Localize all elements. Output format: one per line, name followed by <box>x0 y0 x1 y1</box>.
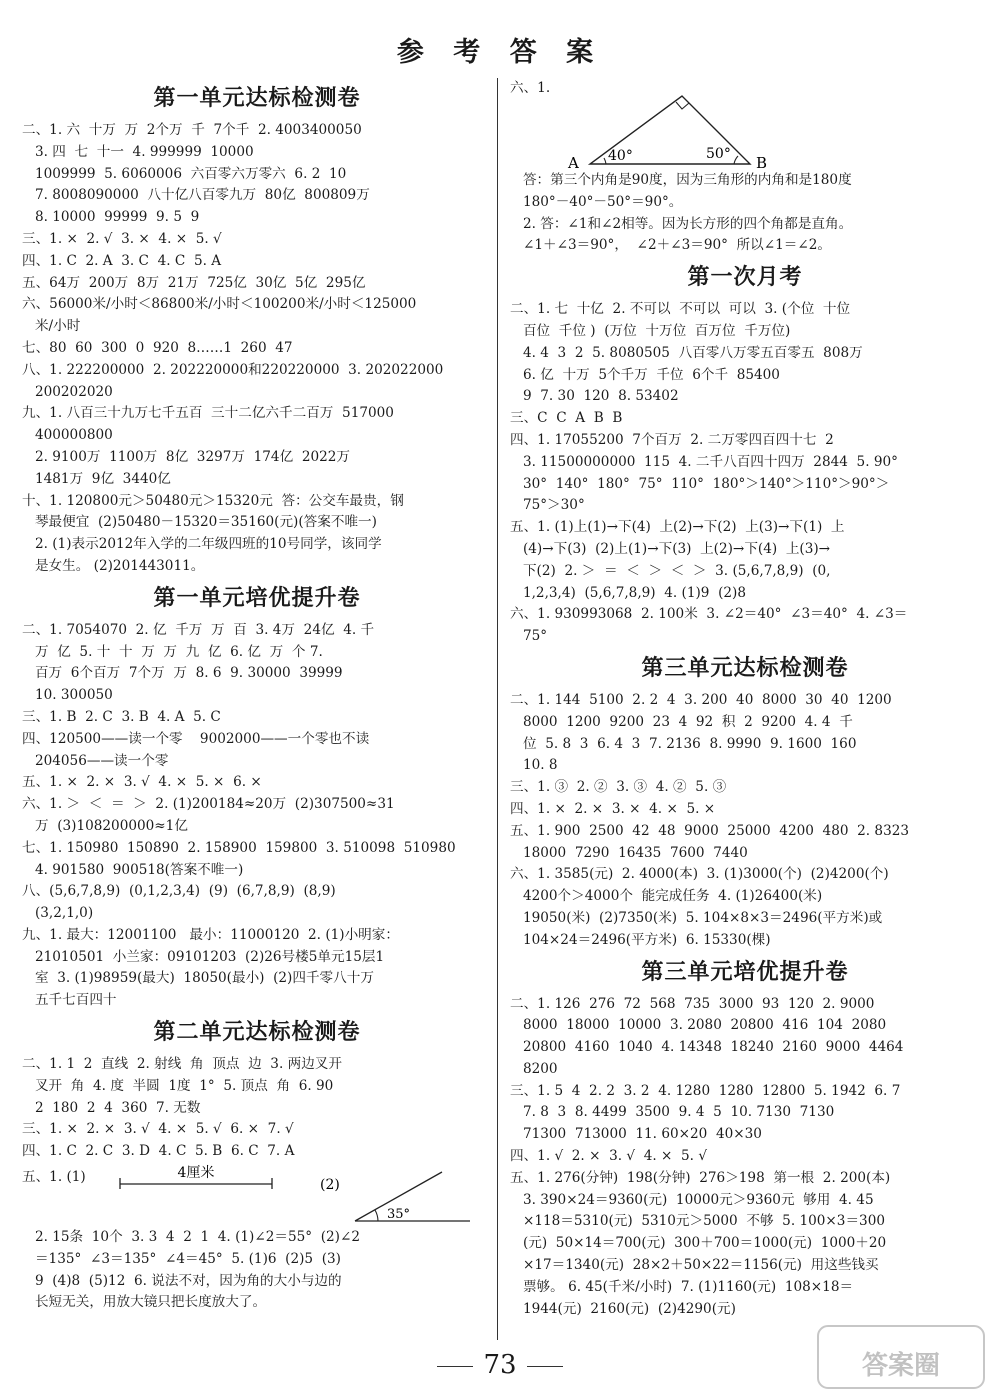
column-divider <box>497 78 498 1340</box>
answer-line: 万 (3)108200000≈1亿 <box>22 817 188 834</box>
section-title: 第一单元培优提升卷 <box>153 585 361 611</box>
answer-line: 八、(5,6,7,8,9) (0,1,2,3,4) (9) (6,7,8,9) (8,9) <box>22 883 336 900</box>
answer-line: 三、1. × 2. × 3. √ 4. × 5. √ 6. × 7. √ <box>22 1121 294 1138</box>
answer-line: 19050(米) (2)7350(米) 5. 104×8×3＝2496(平方米)或 <box>510 909 883 926</box>
answer-line: 六、1. 3585(元) 2. 4000(本) 3. (1)3000(个) (2)4200(个) <box>510 866 889 883</box>
answer-line: 七、1. 150980 150890 2. 158900 159800 3. 510098 510980 <box>22 839 456 856</box>
answer-line: 二、1. 1 2 直线 2. 射线 角 顶点 边 3. 两边叉开 <box>22 1056 342 1073</box>
footer-dash <box>527 1366 563 1367</box>
section-title: 第一次月考 <box>687 265 803 291</box>
answer-line: (3,2,1,0) <box>22 905 94 922</box>
angle-label: 35° <box>387 1207 411 1223</box>
answer-line: 六、1. ＞ ＜ ＝ ＞ 2. (1)200184≈20万 (2)307500≈31 <box>22 796 395 813</box>
figure-prefix: 六、1. <box>510 80 551 96</box>
answer-line: 二、1. 七 十亿 2. 不可以 不可以 可以 3. (个位 十位 <box>510 301 851 318</box>
answer-line: 三、1. × 2. √ 3. × 4. × 5. √ <box>22 230 222 247</box>
answer-line: 104×24＝2496(平方米) 6. 15330(棵) <box>510 931 771 948</box>
answer-line: 答：第三个内角是90度，因为三角形的内角和是180度 <box>510 172 852 188</box>
answer-line: 四、1. √ 2. × 3. √ 4. × 5. √ <box>510 1148 707 1165</box>
answer-line: 71300 713000 11. 60×20 40×30 <box>510 1126 762 1143</box>
answer-line: 75° <box>510 628 548 645</box>
answer-block <box>22 1227 492 1314</box>
footer-dash <box>437 1366 473 1367</box>
answer-line: 六、1. 930993068 2. 100米 3. ∠2＝40° ∠3＝40° 4. ∠3＝ <box>510 606 908 623</box>
triangle-figure <box>510 78 980 170</box>
line-segment-figure <box>22 1163 492 1227</box>
angle-arc <box>375 1210 378 1221</box>
answer-line: 五、64万 200万 8万 21万 725亿 30亿 5亿 295亿 <box>22 274 366 291</box>
answer-line: 米/小时 <box>22 318 81 335</box>
answer-block <box>22 120 492 578</box>
answer-line: 四、120500——读一个零 9002000——一个零也不读 <box>22 730 370 747</box>
segment-length-label: 4厘米 <box>177 1165 215 1182</box>
answer-line: 400000800 <box>22 427 113 444</box>
answer-line: 四、1. C 2. A 3. C 4. C 5. A <box>22 252 222 269</box>
section-title: 第三单元达标检测卷 <box>641 655 849 681</box>
answer-line: 8200 <box>510 1060 558 1077</box>
answer-line: 3. 四 七 十一 4. 999999 10000 <box>22 143 254 160</box>
angle-label: 40° <box>608 148 633 164</box>
answer-line: 是女生。 (2)201443011。 <box>22 557 205 574</box>
answer-line: 五千七百四十 <box>22 992 117 1009</box>
answer-line: 7. 8 3 8. 4499 3500 9. 4 5 10. 7130 7130 <box>510 1104 835 1121</box>
answer-line: 九、1. 八百三十九万七千五百 三十二亿六千二百万 517000 <box>22 405 394 422</box>
answer-block <box>510 170 980 257</box>
answer-line: (元) 50×14＝700(元) 300＋700＝1000(元) 1000＋20 <box>510 1235 887 1252</box>
triangle-figure-row <box>510 78 980 170</box>
page-title: 参 考 答 案 <box>396 37 604 68</box>
answer-line: 6. 亿 十万 5个千万 千位 6个千 85400 <box>510 366 780 383</box>
page-number: 73 <box>483 1350 517 1380</box>
answer-line: (4)→下(3) (2)上(1)→下(3) 上(2)→下(4) 上(3)→ <box>510 540 831 557</box>
answer-line: 五、1. × 2. × 3. √ 4. × 5. × 6. × <box>22 774 262 791</box>
answer-line: 9 (4)8 (5)12 6. 说法不对，因为角的大小与边的 <box>22 1272 342 1289</box>
answer-line: 75°＞30° <box>510 497 585 514</box>
answer-block <box>22 1054 492 1163</box>
answer-line: 百位 千位 ) (万位 十万位 百万位 千万位) <box>510 322 791 339</box>
vertex-label: B <box>756 154 768 170</box>
answer-line: 万 亿 5. 十 十 万 万 九 亿 6. 亿 万 个 7. <box>22 643 323 660</box>
right-angle-mark <box>676 102 689 109</box>
answer-block <box>510 299 980 648</box>
answer-line: 三、C C A B B <box>510 410 623 427</box>
answer-line: 四、1. × 2. × 3. × 4. × 5. × <box>510 800 716 817</box>
answer-line: ×17＝1340(元) 28×2＋50×22＝1156(元) 用这些钱买 <box>510 1257 879 1274</box>
answer-line: 4. 901580 900518(答案不唯一) <box>22 861 244 878</box>
svg-text:答案圈: 答案圈 <box>861 1351 941 1381</box>
answer-line: 2. 15条 10个 3. 3 4 2 1 4. (1)∠2＝55° (2)∠2 <box>22 1229 360 1246</box>
answer-line: 百万 6个百万 7个万 万 8. 6 9. 30000 39999 <box>22 665 343 682</box>
answer-line: 2. 9100万 1100万 8亿 3297万 174亿 2022万 <box>22 448 351 465</box>
answer-line: 7. 8008090000 八十亿八百零九万 80亿 800809万 <box>22 187 370 204</box>
angle-label: 50° <box>706 146 731 162</box>
answer-line: 18000 7290 16435 7600 7440 <box>510 844 748 861</box>
left-column <box>22 78 492 1314</box>
figure-part2-label: (2) <box>320 1177 340 1194</box>
answer-line: 180°－40°－50°＝90°。 <box>510 193 683 210</box>
right-column <box>510 78 980 1320</box>
answer-line: 8000 1200 9200 23 4 92 积 2 9200 4. 4 千 <box>510 713 853 730</box>
answer-line: 七、80 60 300 0 920 8……1 260 47 <box>22 339 293 356</box>
answer-line: 票够。 6. 45(千米/小时) 7. (1)1160(元) 108×18＝ <box>510 1278 854 1295</box>
answer-line: 2 180 2 4 360 7. 无数 <box>22 1099 201 1116</box>
answer-line: 1944(元) 2160(元) (2)4290(元) <box>510 1300 736 1317</box>
answer-line: 四、1. C 2. C 3. D 4. C 5. B 6. C 7. A <box>22 1143 295 1160</box>
answer-line: 琴最便宜 (2)50480－15320＝35160(元)(答案不唯一) <box>22 514 377 531</box>
watermark-logo <box>816 1322 986 1392</box>
figure-row <box>22 1163 492 1227</box>
answer-line: 1009999 5. 6060006 六百零六万零六 6. 2 10 <box>22 165 347 182</box>
answer-line: 长短无关，用放大镜只把长度放大了。 <box>22 1294 267 1311</box>
answer-line: 30° 140° 180° 75° 110° 180°＞140°＞110°＞90°＞ <box>510 475 890 492</box>
answer-line: 二、1. 六 十万 万 2个万 千 7个千 2. 4003400050 <box>22 122 362 138</box>
answer-line: 9 7. 30 120 8. 53402 <box>510 388 679 405</box>
answer-line: 三、1. B 2. C 3. B 4. A 5. C <box>22 708 221 725</box>
answer-line: 4200个＞4000个 能完成任务 4. (1)26400(米) <box>510 888 823 905</box>
answer-block <box>510 690 980 952</box>
answer-line: ＝135° ∠3＝135° ∠4＝45° 5. (1)6 (2)5 (3) <box>22 1250 341 1267</box>
answer-line: 1481万 9亿 3440亿 <box>22 470 171 487</box>
answer-line: 九、1. 最大：12001100 最小：11000120 2. (1)小明家： <box>22 926 399 943</box>
answer-line: 八、1. 222200000 2. 202220000和220220000 3. 202022000 <box>22 361 444 378</box>
answer-line: 二、1. 126 276 72 568 735 3000 93 120 2. 9000 <box>510 995 875 1012</box>
answer-line: 20800 4160 1040 4. 14348 18240 2160 9000 4464 <box>510 1039 904 1056</box>
answer-line: 2. 答：∠1和∠2相等。因为长方形的四个角都是直角。 <box>510 215 853 232</box>
answer-line: 200202020 <box>22 383 113 400</box>
angle-arc <box>604 158 606 164</box>
answer-line: 8. 10000 99999 9. 5 9 <box>22 209 200 226</box>
answer-line: 室 3. (1)98959(最大) 18050(最小) (2)四千零八十万 <box>22 970 374 987</box>
answer-line: 五、1. 276(分钟) 198(分钟) 276＞198 第一根 2. 200(本) <box>510 1169 891 1186</box>
answer-line: 3. 11500000000 115 4. 二千八百四十四万 2844 5. 90° <box>510 453 898 470</box>
answer-line: 三、1. 5 4 2. 2 3. 2 4. 1280 1280 12800 5. 1942 6. 7 <box>510 1082 901 1099</box>
answer-line: 3. 390×24＝9360(元) 10000元＞9360元 够用 4. 45 <box>510 1191 874 1208</box>
section-title: 第三单元培优提升卷 <box>641 959 849 985</box>
section-title: 第一单元达标检测卷 <box>153 86 361 111</box>
vertex-label: A <box>568 154 579 170</box>
answer-block <box>510 994 980 1321</box>
answer-line: 21010501 小兰家：09101203 (2)26号楼5单元15层1 <box>22 948 385 965</box>
section-title: 第二单元达标检测卷 <box>153 1020 361 1046</box>
answer-line: 五、1. 900 2500 42 48 9000 25000 4200 480 2. 8323 <box>510 822 910 839</box>
answer-line: 10. 300050 <box>22 687 113 704</box>
answer-line: 叉开 角 4. 度 半圆 1度 1° 5. 顶点 角 6. 90 <box>22 1077 334 1094</box>
answer-line: ×118＝5310(元) 5310元＞5000 不够 5. 100×3＝300 <box>510 1213 885 1230</box>
answer-line: 204056——读一个零 <box>22 752 169 769</box>
answer-line: 位 5. 8 3 6. 4 3 7. 2136 8. 9990 9. 1600 160 <box>510 735 857 752</box>
angle-arc <box>734 156 738 164</box>
answer-line: 五、1. (1)上(1)→下(4) 上(2)→下(2) 上(3)→下(1) 上 <box>510 519 845 536</box>
answer-line: ∠1＋∠3＝90°， ∠2＋∠3＝90° 所以∠1＝∠2。 <box>510 237 832 254</box>
figure-prefix: 五、1. (1) <box>22 1169 86 1186</box>
answer-line: 下(2) 2. ＞ ＝ ＜ ＞ ＜ ＞ 3. (5,6,7,8,9) (0, <box>510 562 831 579</box>
answer-line: 10. 8 <box>510 757 558 774</box>
answer-line: 四、1. 17055200 7个百万 2. 二万零四百四十七 2 <box>510 431 834 448</box>
answer-line: 1,2,3,4) (5,6,7,8,9) 4. (1)9 (2)8 <box>510 584 746 601</box>
answer-line: 4. 4 3 2 5. 8080505 八百零八万零五百零五 808万 <box>510 344 863 361</box>
answer-line: 8000 18000 10000 3. 2080 20800 416 104 2080 <box>510 1017 887 1034</box>
answer-line: 二、1. 7054070 2. 亿 千万 万 百 3. 4万 24亿 4. 千 <box>22 621 375 638</box>
answer-line: 二、1. 144 5100 2. 2 4 3. 200 40 8000 30 40 1200 <box>510 691 892 708</box>
answer-line: 三、1. ③ 2. ② 3. ③ 4. ② 5. ③ <box>510 779 727 796</box>
answer-line: 2. (1)表示2012年入学的二年级四班的10号同学，该同学 <box>22 536 382 553</box>
answer-line: 十、1. 120800元＞50480元＞15320元 答：公交车最贵，钢 <box>22 492 404 509</box>
answer-line: 六、56000米/小时＜86800米/小时＜100200米/小时＜125000 <box>22 296 417 313</box>
answer-block <box>22 620 492 1012</box>
